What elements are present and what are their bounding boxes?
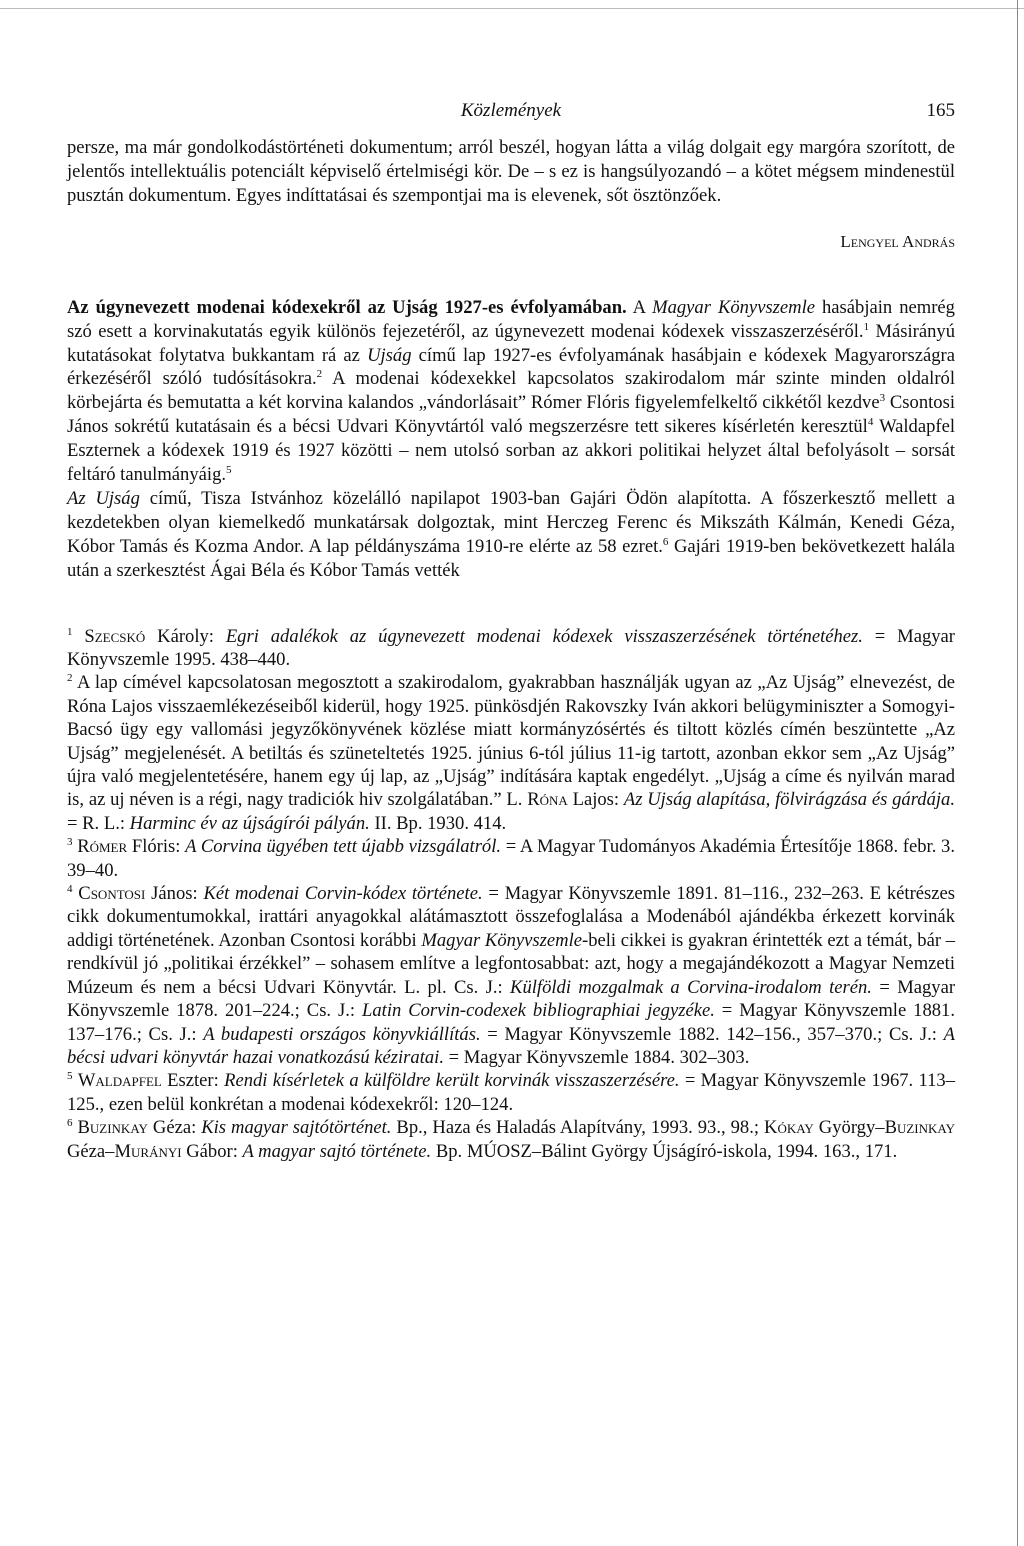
italic-run: Rendi kísérletek a külföldre került korvinák visszaszerzésére. (224, 1070, 680, 1092)
text-run: = Magyar Könyvszemle 1995. 438–440. (67, 625, 955, 670)
text-run: = Magyar Könyvszemle 1884. 302–303. (443, 1046, 750, 1068)
text-run: Géza: (147, 1117, 202, 1139)
text-run: = Magyar Könyvszemle 1891. 81–116., 232–263. E kétrészes cikk dokumentumokkal, irattári anyagokkal alátámasztott összefoglalása a Modenából ajándékba érkezett korvinák addigi történetének. Azonban Csontosi korábbi (67, 883, 955, 951)
text-run: Gajári 1919-ben bekövetkezett halála után a szerkesztést Ágai Béla és Kóbor Tamás vették (67, 535, 955, 581)
text-run: Csontosi János sokrétű kutatásain és a bécsi Udvari Könyvtártól való megszerzésre tett sikeres kísérletén keresztül (67, 392, 956, 438)
footnote-3 (67, 835, 955, 882)
italic-run: Ujság (367, 344, 412, 366)
footnote-ref: 3 (879, 392, 886, 405)
footnote-5 (67, 1069, 955, 1116)
text-run: Waldapfel Eszternek a kódexek 1919 és 1927 közötti – nem utolsó sorban az akkori politikai helyzet által befolyásolt – sorsát feltáró tanulmányáig. (67, 416, 956, 486)
header-title: Közlemények (460, 100, 562, 121)
text-run: A (626, 296, 653, 318)
italic-run: A magyar sajtó története. (242, 1140, 432, 1162)
footnote-number: 1 (67, 625, 73, 638)
footnote-number: 2 (67, 672, 73, 685)
italic-run: A Corvina ügyében tett újabb vizsgálatról. (185, 836, 502, 858)
top-rule (0, 8, 1024, 9)
small-caps-run: Buzinkay (884, 1117, 955, 1139)
text-run: című, Tisza Istvánhoz közelálló napilapot 1903-ban Gajári Ödön alapította. A főszerkesztő mellett a kezdetekben olyan kiemelkedő munkatársak dolgoztak, mint Herczeg Ferenc és Mikszáth Kálmán, Kenedi Géza, Kóbor Tamás és Kozma Andor. A lap példányszáma 1910-re elérte az 58 ezret. (67, 487, 956, 557)
text-run: Lajos: (567, 789, 624, 811)
italic-run: Az Ujság alapítása, fölvirágzása és gárdája. (623, 789, 955, 811)
author-signature: Lengyel András (840, 231, 955, 251)
text-run: Bp., Haza és Haladás Alapítvány, 1993. 93., 98.; (391, 1117, 765, 1139)
text-run: Gábor: (181, 1140, 243, 1162)
italic-run: Magyar Könyvszemle (421, 929, 583, 951)
italic-run: Külföldi mozgalmak a Corvina-irodalom terén. (510, 976, 872, 998)
text-run: -beli cikkei is gyakran érintették ezt a témát, bár – rendkívül jó „politikai érzékkel” – sohasem említve a legfontosabbat: azt, hogy a megajándékozott a Magyar Nemzeti Múzeum és nem a bécsi Udvari Könyvtár. L. pl. Cs. J.: (67, 929, 956, 998)
small-caps-run: Rómer (77, 836, 128, 858)
small-caps-run: Kókay (764, 1117, 814, 1139)
italic-run: Két modenai Corvin-kódex története. (203, 883, 483, 905)
intro-paragraph: persze, ma már gondolkodástörténeti dokumentum; arról beszél, hogyan látta a világ dolgait egy margóra szorított, de jelentős intellektuális potenciált képviselő értelmiségi kör. De – s ez is hangsúlyozandó – a kötet mégsem mindenestül pusztán dokumentum. Egyes indíttatásai és szempontjai ma is elevenek, sőt ösztönzőek. (67, 137, 955, 206)
text-run: A lap címével kapcsolatosan megosztott a szakirodalom, gyakrabban használják ugyan az „Az Ujság” elnevezést, de Róna Lajos visszaemlékezéseiből kiderül, hogy 1925. pünkösdjén Rakovszky Iván akkori belügyminiszter a Somogyi-Bacsó ügy egy vallomási jegyzőkönyvének közlése miatt kormányzósértés és tiltott közlés címén beszüntette „Az Ujság” megjelenését. A betiltás és szüneteltetés 1925. június 6-tól július 11-ig tartott, azonban ekkor sem „Az Ujság” újra való megjelentetésére, hanem egy új lap, az „Ujság” indítására kaptak engedélyt. „Ujság a címe és nyilván marad is, az uj néven is a régi, nagy tradiciók hiv szolgálatában.” L. (67, 672, 955, 811)
footnote-number: 4 (67, 882, 73, 895)
page (67, 100, 955, 1163)
italic-run: Kis magyar sajtótörténet. (201, 1117, 392, 1139)
text-run: = Magyar Könyvszemle 1881. 137–176.; Cs. J.: (67, 1000, 956, 1045)
small-caps-run: Murányi (114, 1140, 182, 1162)
text-run: Másirányú kutatásokat folytatva bukkantam rá az (67, 320, 956, 366)
small-caps-run: Csontosi (78, 883, 146, 905)
small-caps-run: Waldapfel (77, 1070, 162, 1092)
italic-run: Egri adalékok az úgynevezett modenai kódexek visszaszerzésének történetéhez. (225, 625, 863, 647)
footnote-number: 5 (67, 1070, 73, 1083)
text-run: II. Bp. 1930. 414. (369, 812, 507, 834)
footnote-2 (67, 671, 955, 835)
text-run: = Magyar Könyvszemle 1882. 142–156., 357–370.; Cs. J.: (480, 1023, 944, 1045)
article-paragraph-1 (67, 296, 955, 487)
footnote-4 (67, 882, 955, 1069)
small-caps-run: Szecskó (84, 625, 146, 647)
footnote-number: 6 (67, 1116, 73, 1129)
text-run: = R. L.: (67, 812, 130, 834)
right-edge-rule (1017, 0, 1018, 1546)
text-run: György– (813, 1117, 885, 1139)
italic-run: Latin Corvin-codexek bibliographiai jegyzéke. (362, 1000, 715, 1022)
text-run: = A Magyar Tudományos Akadémia Értesítője 1868. febr. 3. 39–40. (67, 836, 955, 881)
text-run: János: (145, 883, 204, 905)
page-number: 165 (926, 100, 955, 121)
footnote-ref: 6 (662, 535, 669, 548)
footnotes (67, 625, 955, 1163)
small-caps-run: Róna (527, 789, 568, 811)
text-run: című lap 1927-es évfolyamának hasábjain e kódexek Magyarországra érkezéséről szóló tudósításokra. (67, 344, 955, 390)
footnote-ref: 4 (867, 416, 874, 429)
text-run: = Magyar Könyvszemle 1878. 201–224.; Cs. J.: (67, 976, 956, 1022)
italic-run: Az Ujság (67, 487, 140, 509)
article-paragraph-2 (67, 487, 955, 583)
running-header (67, 100, 955, 136)
footnote-ref: 1 (863, 320, 870, 333)
footnote-ref: 5 (226, 463, 232, 476)
italic-run: Harminc év az újságírói pályán. (129, 812, 370, 834)
italic-run: A bécsi udvari könyvtár hazai vonatkozású kéziratai. (67, 1023, 955, 1068)
text-run: Bp. MÚOSZ–Bálint György Újságíró-iskola, 1994. 163., 171. (431, 1140, 898, 1162)
text-run: hasábjain nemrég szó esett a korvinakutatás egyik különös fejezetéről, az úgynevezett modenai kódexek visszaszerzéséről. (67, 296, 955, 342)
text-run: Flóris: (127, 836, 186, 858)
text-run: = Magyar Könyvszemle 1967. 113–125., ezen belül konkrétan a modenai kódexekről: 120–124. (67, 1070, 956, 1115)
footnote-ref: 2 (316, 368, 323, 381)
italic-run: A budapesti országos könyvkiállítás. (203, 1023, 481, 1045)
footnote-number: 3 (67, 836, 73, 849)
text-run: A modenai kódexekkel kapcsolatos szakirodalom már szinte minden oldalról körbejárta és bemutatta a két korvina kalandos „vándorlásait” Rómer Flóris figyelemfelkeltő cikkétől kezdve (67, 368, 955, 414)
footnote-6 (67, 1116, 955, 1163)
text-run: Géza– (67, 1140, 115, 1162)
italic-run: Magyar Könyvszemle (652, 296, 816, 318)
footnote-1 (67, 625, 955, 672)
text-run: Eszter: (161, 1070, 225, 1092)
text-run: Károly: (145, 625, 226, 647)
article-body (67, 296, 955, 583)
small-caps-run: Buzinkay (77, 1117, 148, 1139)
article-title: Az úgynevezett modenai kódexekről az Ujság 1927-es évfolyamában. (67, 296, 627, 318)
